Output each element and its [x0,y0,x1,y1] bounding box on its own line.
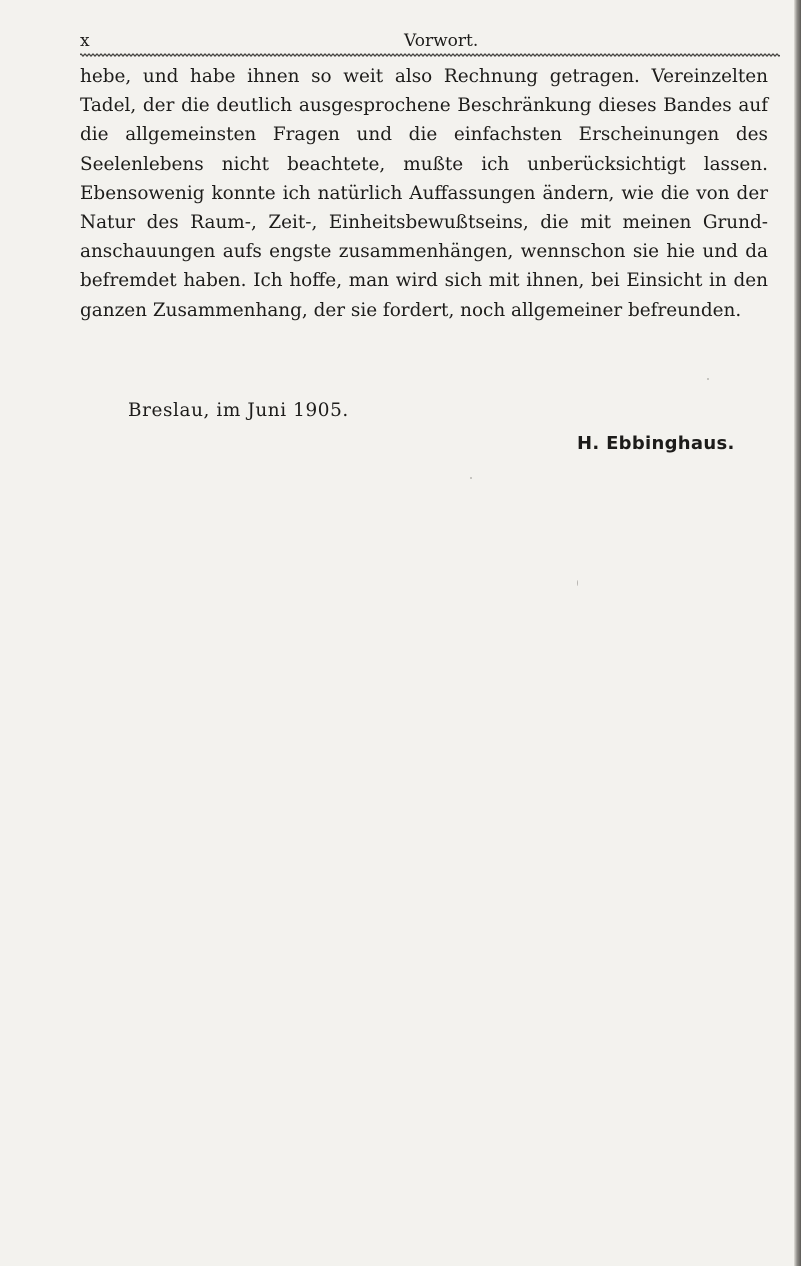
paper-speck [707,378,709,380]
page-number: x [80,31,91,51]
page-header [80,31,780,53]
paper-speck [577,580,578,586]
author-signature: H. Ebbinghaus. [577,433,735,454]
dateline: Breslau, im Juni 1905. [128,400,349,421]
body-paragraph: hebe, und habe ihnen so weit also Rechnung getragen. Vereinzelten Tadel, der die deutlich ausgesprochene Beschränkung dieses Bandes auf die allgemeinsten Fragen und die einfachsten Erscheinungen des Seelenlebens nicht beachtete, mußte ich unberücksichtigt lassen. Ebensowenig konnte ich natürlich Auffassungen ändern, wie die von der Natur des Raum-, Zeit-, Einheitsbewußtseins, die mit meinen Grundanschauungen aufs engste zusammenhängen, wennschon sie hie und da befremdet haben. Ich hoffe, man wird sich mit ihnen, bei Einsicht in den ganzen Zusammenhang, der sie fordert, noch allgemeiner befreunden. [80,66,768,321]
running-title: Vorwort. [404,31,479,51]
paper-speck [470,477,472,479]
header-wavy-rule [80,53,780,57]
page-edge-shadow [794,0,801,1266]
